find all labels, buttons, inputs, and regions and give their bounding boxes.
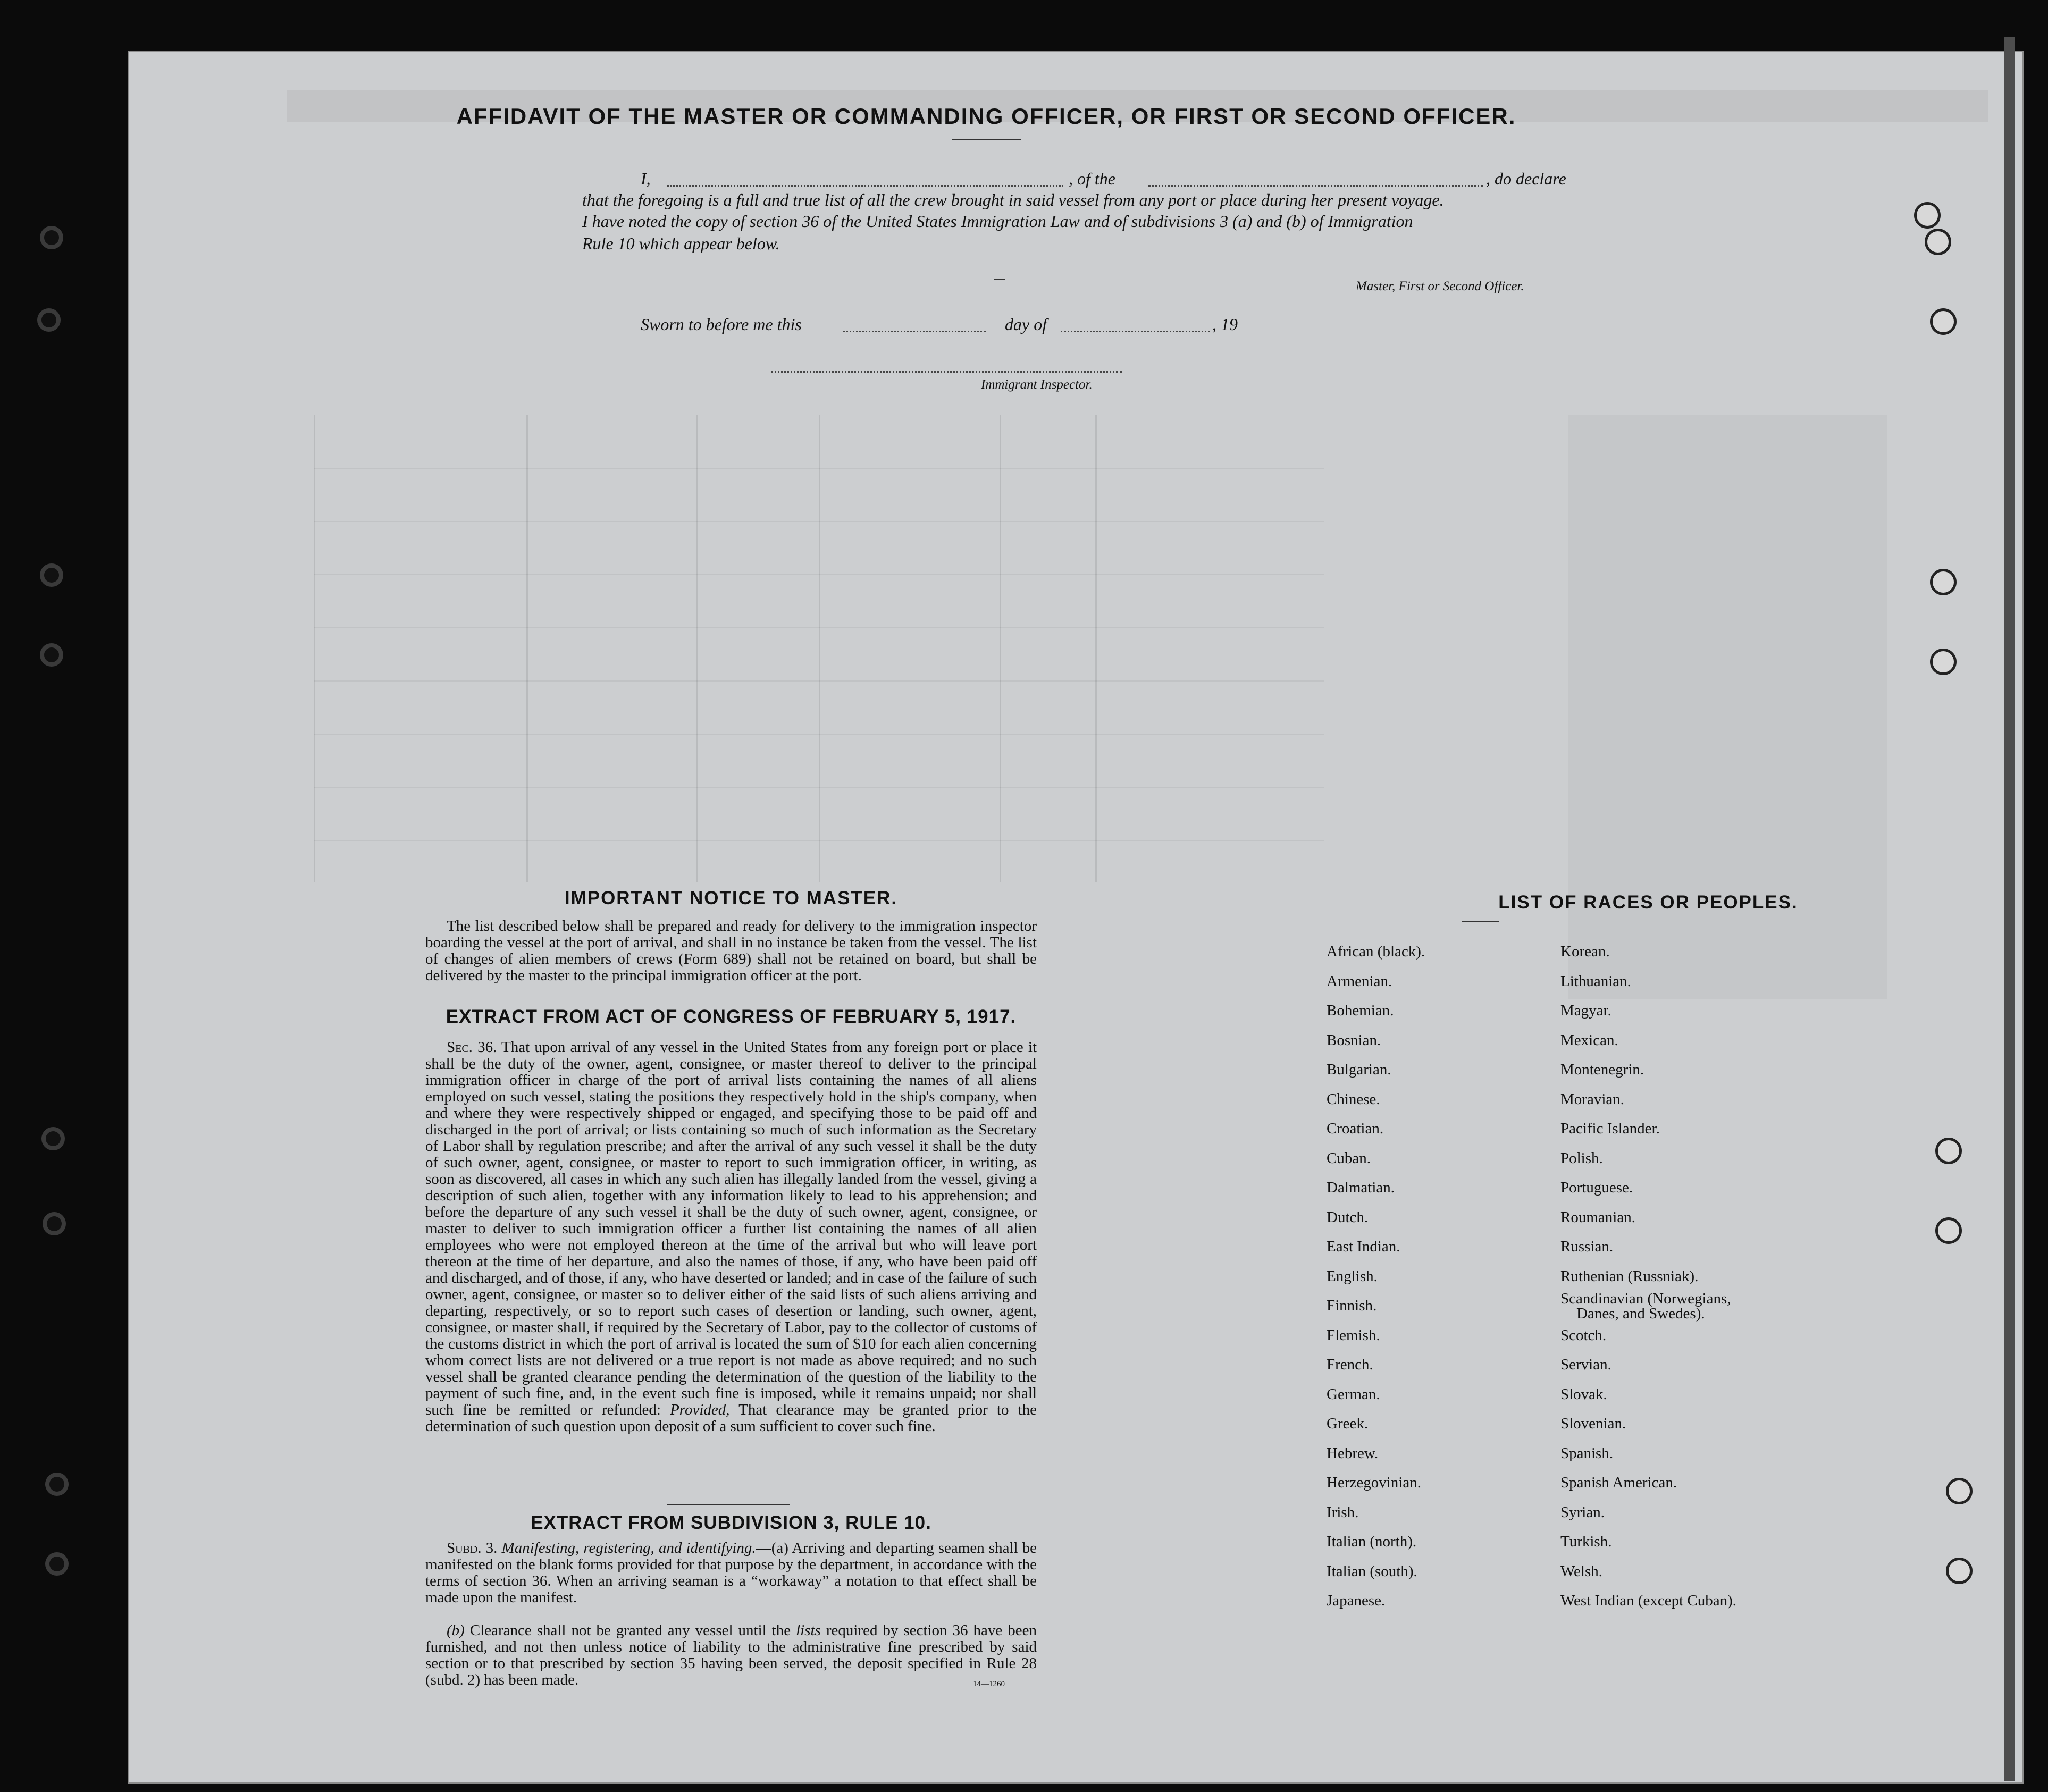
sworn-label: Sworn to before me this	[641, 315, 802, 334]
race-item: Greek.	[1327, 1415, 1369, 1432]
binder-ring	[1930, 569, 1957, 595]
title-divider	[952, 139, 1021, 140]
race-item: Roumanian.	[1560, 1208, 1635, 1226]
notice-body: The list described below shall be prepared and ready for delivery to the immigration inspector boarding the vessel at the port of arrival, and shall in no instance be taken from the vessel. The list of changes of alien members of crews (Form 689) shall not be retained on board, but shall be delivered by the master to the principal immigration officer at the port.	[425, 918, 1037, 984]
para-b-part1: Clearance shall not be granted any vessel until the	[469, 1622, 791, 1639]
race-item: Bohemian.	[1327, 1002, 1394, 1019]
race-item: Bosnian.	[1327, 1031, 1381, 1049]
year-label: , 19	[1212, 315, 1238, 334]
race-item: Portuguese.	[1560, 1179, 1633, 1196]
para-b-part2: required by section 36 have been furnished, and not then unless notice of liability to the administrative fine prescribed by said section or to that prescribed by section 35 having been served, the deposit specified in Rule 28 (subd. 2) has been made.	[425, 1622, 1037, 1688]
race-item: Italian (south).	[1327, 1562, 1417, 1580]
notice-title: IMPORTANT NOTICE TO MASTER.	[564, 888, 898, 908]
race-item: African (black).	[1327, 943, 1425, 960]
race-item: Armenian.	[1327, 972, 1392, 990]
affidavit-declare-label: , do declare	[1486, 169, 1566, 188]
races-left-column	[1327, 937, 1425, 1616]
immigrant-inspector-caption: Immigrant Inspector.	[981, 377, 1093, 392]
section-36-body: That upon arrival of any vessel in the United States from any foreign port or place it shall be the duty of the owner, agent, consignee, or master thereof to deliver to the principal immigration officer in charge of the port of arrival lists containing the names of all aliens employed on such vessel, stating the positions they respectively hold in the ship's company, when and where they were respectively shipped or engaged, and specifying those to be paid off and discharged in the port of arrival; or lists containing so much of such information as the Secretary of Labor shall by regulation prescribe; and after the arrival of any such vessel it shall be the duty of such owner, agent, consignee, or master to report to such immigration officer, in writing, as soon as discovered, all cases in which any such alien has illegally landed from the vessel, giving a description of such alien, together with any information likely to lead to his apprehension; and before the departure of any such vessel it shall be the duty of such owner, agent, consignee, or master to deliver to such immigration officer a further list containing the names of all alien employees who were not employed thereon at the time of the arrival but who will leave port thereon at the time of her departure, and also the names of those, if any, who have been paid off and discharged, and of those, if any, who have deserted or landed; and in case of the failure of such owner, agent, consignee, or master so to deliver either of the said lists of such aliens arriving and departing, respectively, or so to report such cases of desertion or landing, such owner, agent, consignee, or master shall, if required by the Secretary of Labor, pay to the collector of customs of the customs district in which the port of arrival is located the sum of $10 for each alien concerning whom correct lists are not delivered or a true report is not made as above required; and no such vessel shall be granted clearance pending the determination of the question of the liability to the payment of such fine, and, in the event such fine is imposed, while it remains unpaid; nor shall such fine be remitted or refunded:	[425, 1039, 1037, 1418]
race-item: Montenegrin.	[1560, 1061, 1644, 1078]
race-item: Croatian.	[1327, 1120, 1384, 1137]
race-item: Pacific Islander.	[1560, 1120, 1660, 1137]
race-item: Magyar.	[1560, 1002, 1611, 1019]
day-of-label: day of	[1005, 315, 1047, 334]
race-item-line: Scandinavian (Norwegians,	[1560, 1290, 1731, 1307]
subdivision-3b-text	[425, 1622, 1037, 1688]
binder-ring	[1935, 1138, 1962, 1164]
race-item: Polish.	[1560, 1149, 1603, 1167]
subd-para-a: —(a) Arriving and departing seamen shall be manifested on the blank forms provided for that purpose by the department, in accordance with the terms of section 36. When an arriving seaman is a “workaway” a notation to that effect shall be made upon the manifest.	[425, 1539, 1037, 1606]
race-item: Welsh.	[1560, 1562, 1603, 1580]
affidavit-line-4: Rule 10 which appear below.	[582, 234, 780, 253]
binder-ring	[1946, 1558, 1973, 1584]
binder-hole	[45, 1552, 69, 1576]
race-item: Korean.	[1560, 943, 1610, 960]
binder-hole	[45, 1473, 69, 1496]
races-title: LIST OF RACES OR PEOPLES.	[1498, 892, 1798, 913]
race-item: Mexican.	[1560, 1031, 1618, 1049]
race-item: East Indian.	[1327, 1238, 1400, 1255]
binder-ring	[1935, 1217, 1962, 1244]
race-item: Italian (north).	[1327, 1533, 1417, 1550]
races-right-column	[1560, 937, 1736, 1616]
affidavit-i-label: I,	[641, 169, 651, 188]
binder-hole	[41, 1127, 65, 1150]
race-item: Finnish.	[1327, 1297, 1377, 1314]
section-36-text	[425, 1039, 1037, 1435]
race-item: Cuban.	[1327, 1149, 1371, 1167]
binder-hole	[37, 308, 61, 332]
race-item: Spanish.	[1560, 1444, 1614, 1462]
race-item: Dalmatian.	[1327, 1179, 1395, 1196]
provided-label: Provided,	[670, 1401, 730, 1418]
binder-ring	[1925, 229, 1951, 255]
race-item: Spanish American.	[1560, 1474, 1677, 1491]
binder-ring	[1930, 308, 1957, 335]
affidavit-of-the-label: , of the	[1069, 169, 1115, 188]
race-item: Turkish.	[1560, 1533, 1612, 1550]
race-item: Ruthenian (Russniak).	[1560, 1267, 1699, 1285]
race-item: Flemish.	[1327, 1326, 1380, 1344]
race-item: Hebrew.	[1327, 1444, 1379, 1462]
race-item: Moravian.	[1560, 1090, 1624, 1108]
subd-label: Subd. 3.	[447, 1539, 498, 1557]
subdivision-3a-text	[425, 1540, 1037, 1606]
name-blank	[667, 185, 1063, 187]
race-item	[1560, 1291, 1736, 1321]
race-item: Japanese.	[1327, 1592, 1386, 1609]
binder-ring	[1914, 202, 1941, 229]
race-item: Dutch.	[1327, 1208, 1369, 1226]
race-item: Chinese.	[1327, 1090, 1380, 1108]
section-36-body-end: That clearance may be granted prior to the determination of such question upon deposit of a sum sufficient to cover such fine.	[425, 1401, 1037, 1435]
para-b-label: (b)	[447, 1622, 465, 1639]
section-36-label: Sec. 36.	[447, 1039, 497, 1056]
subd-heading: Manifesting, registering, and identifying.	[501, 1539, 756, 1557]
race-item: Slovak.	[1560, 1385, 1607, 1403]
page-edge	[2004, 37, 2015, 1781]
vessel-blank	[1148, 185, 1483, 187]
race-item: Irish.	[1327, 1503, 1359, 1521]
signature-line	[994, 279, 1005, 280]
race-item: Servian.	[1560, 1356, 1611, 1373]
binder-ring	[1946, 1478, 1973, 1504]
sworn-month-blank	[1061, 331, 1210, 332]
binder-ring	[1930, 649, 1957, 675]
race-item: Scotch.	[1560, 1326, 1607, 1344]
race-item: English.	[1327, 1267, 1378, 1285]
para-b-lists: lists	[796, 1622, 821, 1639]
extract-rule-title: EXTRACT FROM SUBDIVISION 3, RULE 10.	[531, 1512, 931, 1533]
sworn-day-blank	[843, 331, 986, 332]
binder-hole	[43, 1212, 66, 1235]
races-divider	[1462, 921, 1499, 922]
binder-hole	[40, 226, 63, 249]
affidavit-line-3: I have noted the copy of section 36 of the United States Immigration Law and of subdivisions 3 (a) and (b) of Immigration	[582, 212, 1413, 231]
binder-hole	[40, 643, 63, 667]
race-item: Lithuanian.	[1560, 972, 1631, 990]
extract-act-title: EXTRACT FROM ACT OF CONGRESS OF FEBRUARY 5, 1917.	[446, 1006, 1017, 1027]
race-item: West Indian (except Cuban).	[1560, 1592, 1737, 1609]
race-item: Syrian.	[1560, 1503, 1605, 1521]
inspector-signature-blank	[771, 371, 1122, 373]
race-item-line: Danes, and Swedes).	[1576, 1305, 1705, 1322]
form-number: 14—1260	[973, 1680, 1005, 1688]
race-item: Bulgarian.	[1327, 1061, 1391, 1078]
race-item: French.	[1327, 1356, 1373, 1373]
bleed-through-table	[314, 415, 1324, 882]
affidavit-line-2: that the foregoing is a full and true list of all the crew brought in said vessel from any port or place during her present voyage.	[582, 190, 1444, 209]
master-signature-caption: Master, First or Second Officer.	[1356, 279, 1524, 293]
race-item: German.	[1327, 1385, 1380, 1403]
affidavit-title: AFFIDAVIT OF THE MASTER OR COMMANDING OFFICER, OR FIRST OR SECOND OFFICER.	[456, 104, 1516, 129]
race-item: Slovenian.	[1560, 1415, 1626, 1432]
race-item: Russian.	[1560, 1238, 1614, 1255]
binder-hole	[40, 563, 63, 587]
extract-divider	[667, 1504, 790, 1505]
race-item: Herzegovinian.	[1327, 1474, 1421, 1491]
